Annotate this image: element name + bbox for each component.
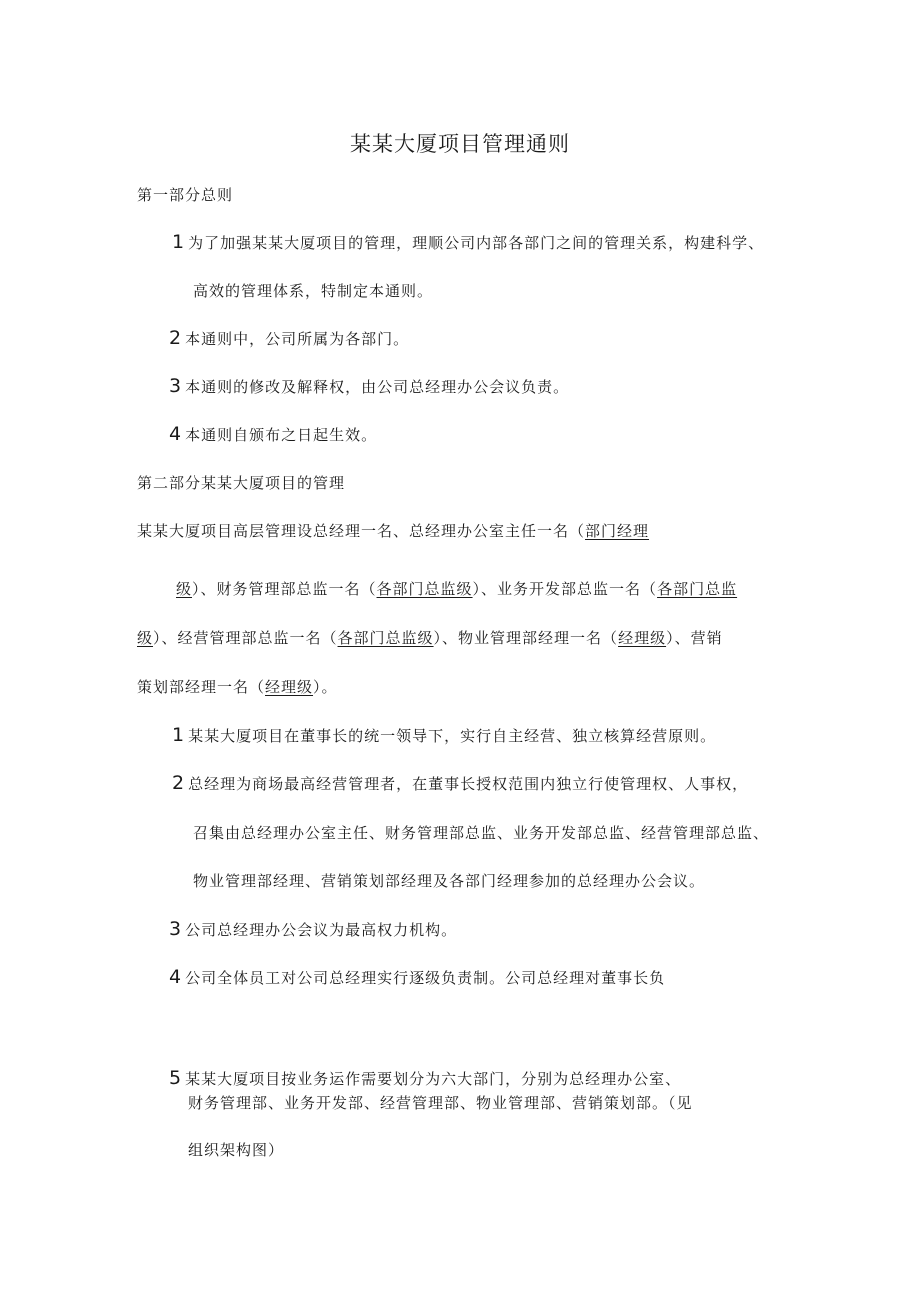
part2-intro-line1	[137, 521, 649, 541]
part2-item-3	[169, 919, 457, 940]
intro-text: ）、财务管理部总监一名（	[192, 580, 377, 598]
item-number: 1	[172, 231, 186, 253]
item-text: 公司全体员工对公司总经理实行逐级负责制。公司总经理对董事长负	[185, 969, 666, 987]
part2-item-2-cont: 召集由总经理办公室主任、财务管理部总监、业务开发部总监、经营管理部总监、	[193, 824, 770, 842]
part1-heading: 第一部分总则	[137, 186, 234, 204]
item-text: 本通则自颁布之日起生效。	[185, 426, 378, 444]
item-text: 为了加强某某大厦项目的管理，理顺公司内部各部门之间的管理关系，构建科学、	[188, 234, 765, 252]
item-number: 1	[172, 724, 186, 746]
part2-item-4	[169, 967, 665, 988]
underlined-text: 部门经理	[585, 522, 650, 540]
item-text: 公司总经理办公会议为最高权力机构。	[185, 921, 458, 939]
underlined-text: 经理级	[618, 629, 667, 647]
item-number: 4	[169, 423, 183, 445]
item-number: 3	[169, 918, 183, 940]
intro-text: ）、营销	[666, 629, 723, 647]
intro-text: ）、物业管理部经理一名（	[433, 629, 619, 647]
intro-text: ）、经营管理部总监一名（	[153, 629, 338, 647]
part2-item-2-cont: 物业管理部经理、营销策划部经理及各部门经理参加的总经理办公会议。	[193, 872, 706, 890]
item-text: 某某大厦项目在董事长的统一领导下，实行自主经营、独立核算经营原则。	[188, 727, 717, 745]
intro-text: 某某大厦项目高层管理设总经理一名、总经理办公室主任一名（	[137, 522, 586, 540]
underlined-text: 级	[137, 629, 154, 647]
part2-heading: 第二部分某某大厦项目的管理	[137, 474, 346, 492]
part2-item-1	[172, 725, 716, 746]
document-title: 某某大厦项目管理通则	[350, 132, 570, 156]
item-number: 2	[169, 327, 183, 349]
part2-item-2	[172, 773, 748, 794]
part2-intro-line2	[176, 579, 737, 599]
item-text: 总经理为商场最高经营管理者，在董事长授权范围内独立行使管理权、人事权，	[188, 775, 749, 793]
intro-text: ）、业务开发部总监一名（	[472, 580, 658, 598]
part2-intro-line3	[137, 628, 723, 648]
intro-text: ）。	[313, 678, 338, 696]
item-number: 3	[169, 375, 183, 397]
item-number: 4	[169, 966, 183, 988]
part1-item-3	[169, 376, 569, 397]
part1-item-1-cont: 高效的管理体系，特制定本通则。	[193, 282, 434, 300]
part2-item-5-cont: 财务管理部、业务开发部、经营管理部、物业管理部、营销策划部。（见	[188, 1094, 693, 1112]
underlined-text: 级	[176, 580, 193, 598]
item-text: 某某大厦项目按业务运作需要划分为六大部门，分别为总经理办公室、	[185, 1070, 682, 1088]
part1-item-2	[169, 328, 409, 349]
intro-text: 策划部经理一名（	[137, 678, 266, 696]
underlined-text: 经理级	[265, 678, 314, 696]
part2-intro-line4	[137, 677, 338, 697]
part2-item-5-cont: 组织架构图）	[188, 1141, 285, 1159]
item-text: 本通则的修改及解释权，由公司总经理办公会议负责。	[185, 378, 570, 396]
part1-item-1	[172, 232, 764, 253]
underlined-text: 各部门总监	[657, 580, 738, 598]
underlined-text: 各部门总监级	[337, 629, 434, 647]
item-number: 2	[172, 772, 186, 794]
part2-item-5	[169, 1068, 681, 1089]
part1-item-4	[169, 424, 377, 445]
item-text: 本通则中，公司所属为各部门。	[185, 330, 410, 348]
underlined-text: 各部门总监级	[376, 580, 473, 598]
item-number: 5	[169, 1067, 183, 1089]
